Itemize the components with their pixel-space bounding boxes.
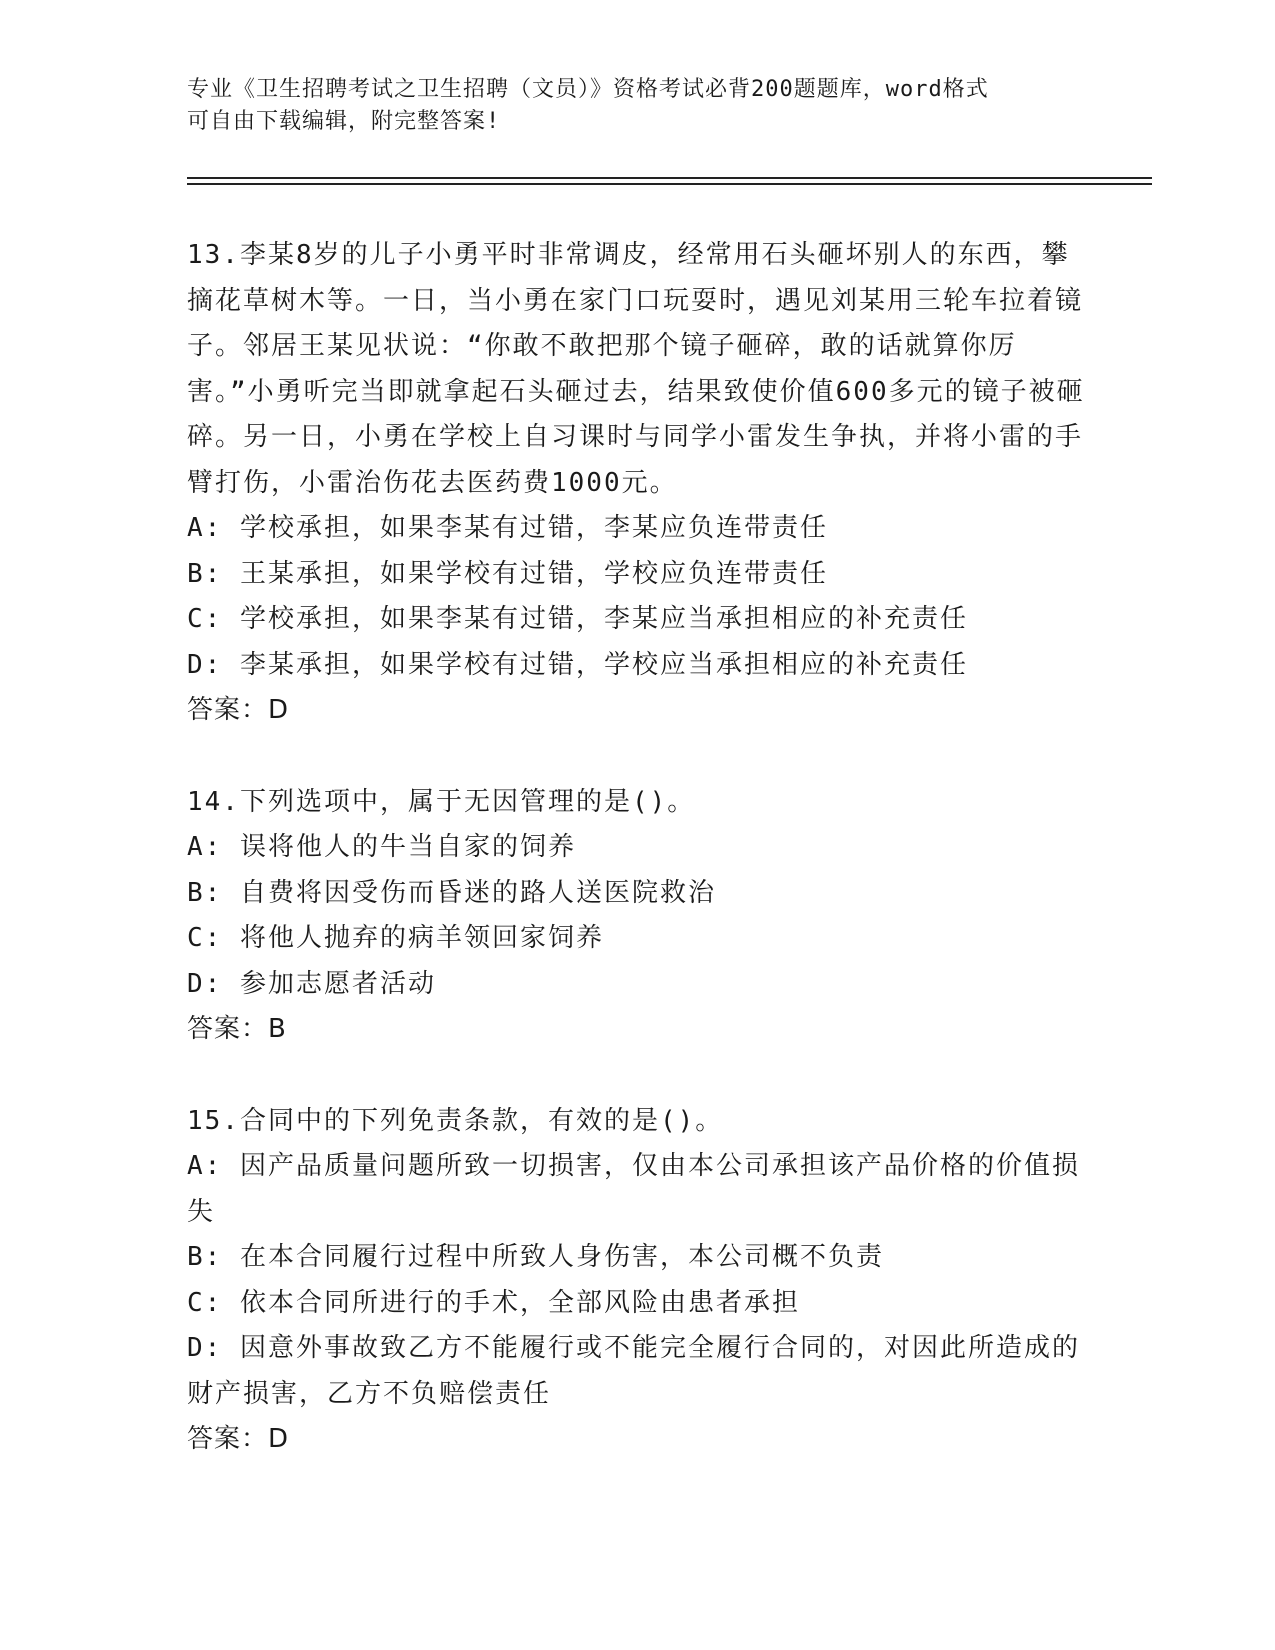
option-c: C: 依本合同所进行的手术，全部风险由患者承担: [187, 1287, 800, 1318]
option-a: A: 因产品质量问题所致一切损害，仅由本公司承担该产品价格的价值损失: [187, 1151, 1080, 1227]
option-c: C: 学校承担，如果李某有过错，李某应当承担相应的补充责任: [187, 604, 968, 634]
question-stem: 14.下列选项中，属于无因管理的是()。: [187, 786, 696, 817]
option-b: B: 在本合同履行过程中所致人身伤害，本公司概不负责: [187, 1242, 884, 1272]
option-d: D: 李某承担，如果学校有过错，学校应当承担相应的补充责任: [187, 649, 968, 680]
option-b: B: 自费将因受伤而昏迷的路人送医院救治: [187, 877, 716, 908]
question-list: [187, 233, 1087, 1509]
header-title-line-1: 专业《卫生招聘考试之卫生招聘（文员）》资格考试必背200题题库，word格式: [187, 77, 989, 102]
option-a: A: 学校承担，如果李某有过错，李某应负连带责任: [187, 513, 828, 543]
answer-line: 答案：D: [187, 695, 290, 725]
question-14: [187, 780, 1087, 1053]
option-b: B: 王某承担，如果学校有过错，学校应负连带责任: [187, 558, 828, 589]
answer-line: 答案：D: [187, 1424, 290, 1454]
option-d: D: 因意外事故致乙方不能履行或不能完全履行合同的，对因此所造成的财产损害，乙方不负赔偿责任: [187, 1333, 1080, 1409]
answer-line: 答案：B: [187, 1014, 287, 1044]
question-15: [187, 1099, 1087, 1463]
question-stem: 13.李某8岁的儿子小勇平时非常调皮，经常用石头砸坏别人的东西，攀摘花草树木等。一日，当小勇在家门口玩耍时，遇见刘某用三轮车拉着镜子。邻居王某见状说：“你敢不敢把那个镜子砸碎，敢的话就算你厉害。”小勇听完当即就拿起石头砸过去，结果致使价值600多元的镜子被砸碎。另一日，小勇在学校上自习课时与同学小雷发生争执，并将小雷的手臂打伤，小雷治伤花去医药费1000元。: [187, 240, 1085, 498]
header-title-line-2: 可自由下载编辑，附完整答案!: [187, 109, 501, 134]
header-divider-top: [187, 177, 1152, 179]
header-divider-bottom: [187, 183, 1152, 185]
question-stem: 15.合同中的下列免责条款，有效的是()。: [187, 1105, 724, 1136]
option-d: D: 参加志愿者活动: [187, 968, 436, 999]
document-header: [187, 74, 1067, 138]
question-13: [187, 233, 1087, 734]
option-c: C: 将他人抛弃的病羊领回家饲养: [187, 923, 604, 953]
option-a: A: 误将他人的牛当自家的饲养: [187, 832, 576, 862]
